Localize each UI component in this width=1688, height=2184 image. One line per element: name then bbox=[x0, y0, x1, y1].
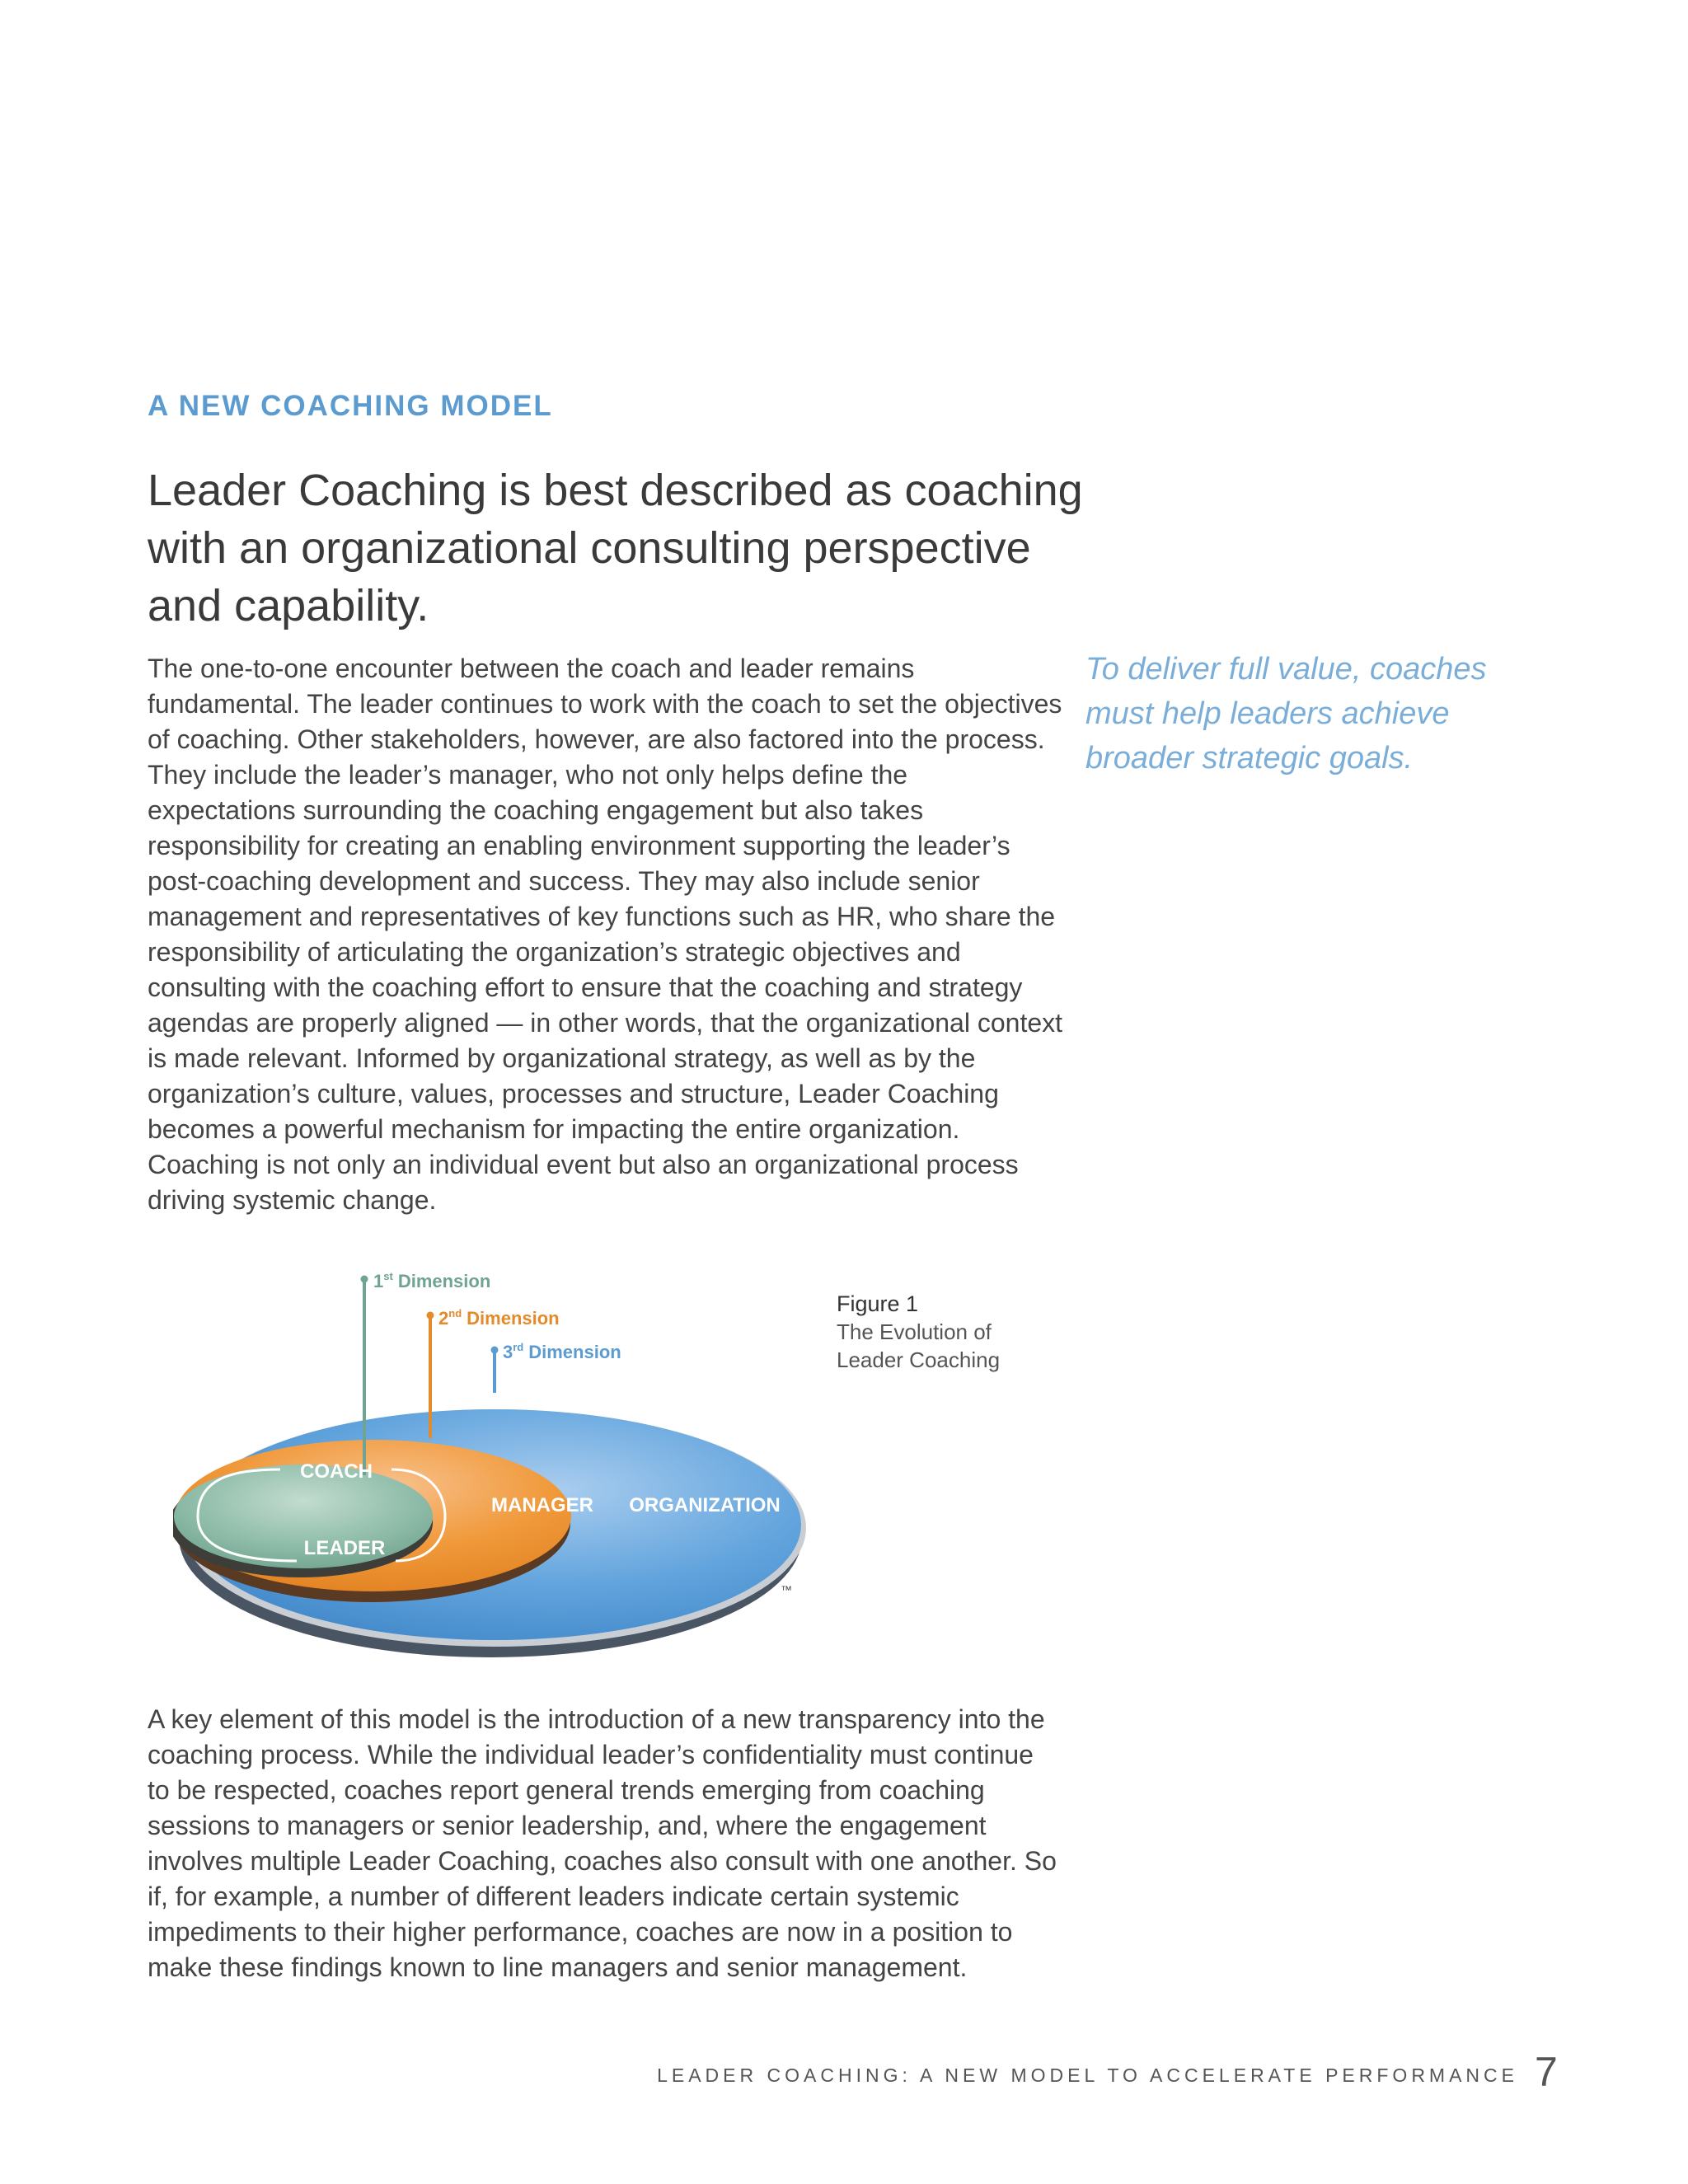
figure-caption-line-1: The Evolution of bbox=[837, 1319, 992, 1344]
page-number: 7 bbox=[1535, 2049, 1558, 2095]
body-paragraph-2: A key element of this model is the introduction of a new transparency into the coaching process. While the individual leader’s confidentiality must continue to be respected, coaches report general trends emerging from coaching sessions to managers or senior leadership, and, where the engagement involves multiple Leader Coaching, coaches also consult with one another. So if, for example, a number of different leaders indicate certain systemic impediments to their higher performance, coaches are now in a position to make these findings known to line managers and senior management. bbox=[148, 1704, 1057, 1982]
evolution-diagram bbox=[173, 1253, 832, 1661]
dimension-2-label: 2nd Dimension bbox=[438, 1307, 560, 1329]
diagram-svg bbox=[173, 1253, 832, 1661]
section-label: A NEW COACHING MODEL bbox=[148, 390, 553, 422]
figure-caption bbox=[837, 1290, 1000, 1374]
pull-quote: To deliver full value, coaches must help leaders achieve broader strategic goals. bbox=[1085, 652, 1487, 776]
figure-number: Figure 1 bbox=[837, 1291, 919, 1316]
manager-label: MANAGER bbox=[491, 1494, 593, 1516]
figure-caption-line-2: Leader Coaching bbox=[837, 1347, 1001, 1372]
dimension-3-label: 3rd Dimension bbox=[503, 1341, 621, 1362]
running-footer: LEADER COACHING: A NEW MODEL TO ACCELERATE PERFORMANCE bbox=[657, 2064, 1518, 2086]
dimension-2-dot bbox=[427, 1312, 434, 1319]
leader-label: LEADER bbox=[303, 1537, 386, 1559]
headline: Leader Coaching is best described as coaching with an organizational consulting perspective and capability. bbox=[148, 466, 1083, 630]
trademark-symbol: ™ bbox=[781, 1583, 792, 1596]
dimension-3-dot bbox=[491, 1347, 499, 1354]
body-paragraph-1: The one-to-one encounter between the coach and leader remains fundamental. The leader continues to work with the coach to set the objectives of coaching. Other stakeholders, however, are also factored into the process. They include the leader’s manager, who not only helps define the expectations surrounding the coaching engagement but also takes responsibility for creating an enabling environment supporting the leader’s post-coaching development and success. They may also include senior management and representatives of key functions such as HR, who share the responsibility of articulating the organization’s strategic objectives and consulting with the coaching effort to ensure that the coaching and strategy agendas are properly aligned — in other words, that the organizational context is made relevant. Informed by organizational strategy, as well as by the organization’s culture, values, processes and structure, Leader Coaching becomes a powerful mechanism for impacting the entire organization. Coaching is not only an individual event but also an organizational process driving systemic change. bbox=[148, 654, 1063, 1215]
dimension-1-label: 1st Dimension bbox=[373, 1270, 491, 1291]
organization-label: ORGANIZATION bbox=[629, 1494, 781, 1516]
coach-label: COACH bbox=[300, 1460, 373, 1483]
dimension-1-dot bbox=[361, 1276, 368, 1283]
